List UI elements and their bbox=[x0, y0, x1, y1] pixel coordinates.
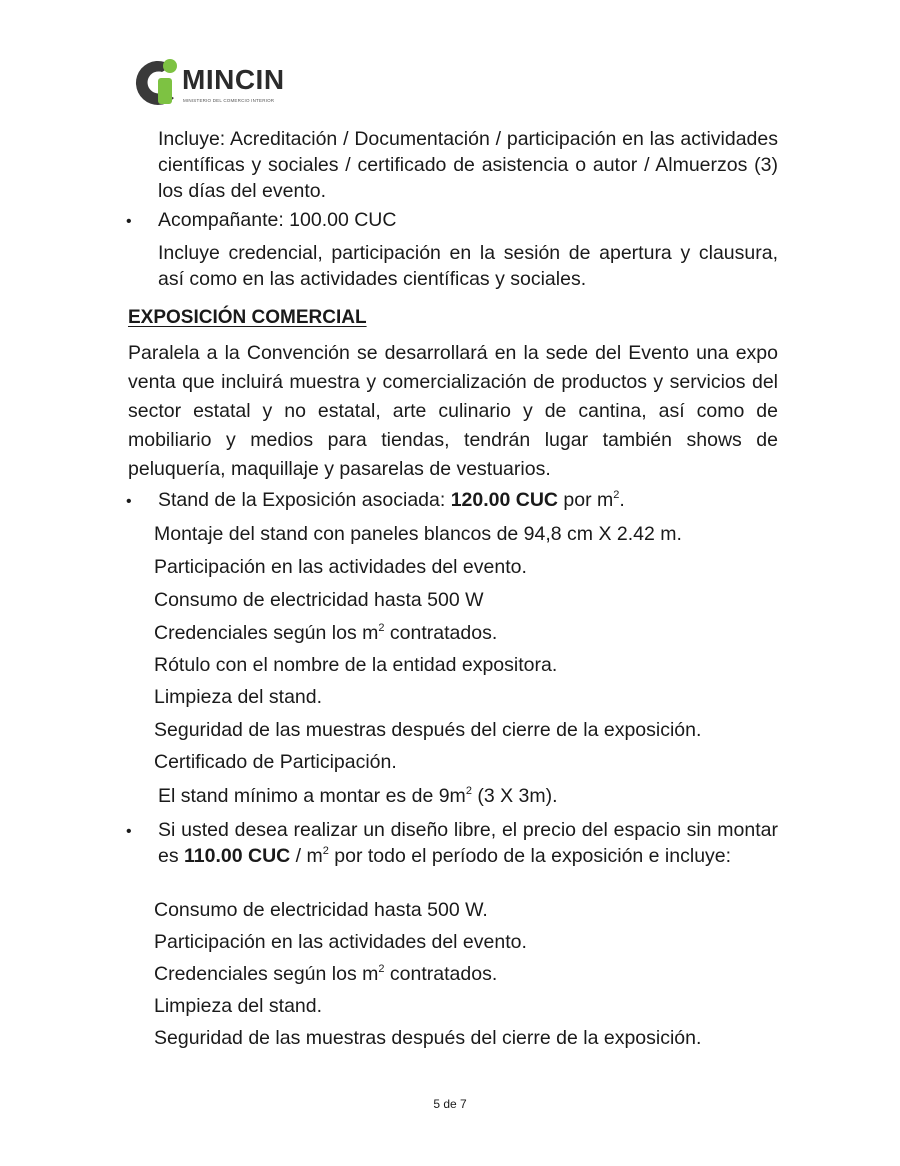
logo-subtitle: MINISTERIO DEL COMERCIO INTERIOR bbox=[183, 98, 275, 103]
free-design-paragraph: Si usted desea realizar un diseño libre, el precio del espacio sin montar es 110.00 CUC / $m^2$ por todo el período de la exposición e incluye: bbox=[158, 819, 778, 867]
intro-includes-paragraph: Incluye: Acreditación / Documentación / participación en las actividades científicas y sociales / certificado de asistencia o autor / Almuerzos (3) los días del evento. bbox=[158, 128, 778, 202]
free-design-price: 110.00 CUC bbox=[184, 845, 291, 867]
logo-wordmark: MINCIN bbox=[182, 64, 285, 95]
list-item: Limpieza del stand. bbox=[154, 995, 323, 1017]
stand-price-line: Stand de la Exposición asociada: 120.00 CUC por $m^2$. bbox=[158, 489, 625, 511]
list-item: Certificado de Participación. bbox=[154, 751, 397, 773]
list-item: El stand mínimo a montar es de $9m^2$ (3 X 3m). bbox=[158, 785, 558, 807]
list-item: Credenciales según los $m^2$ contratados. bbox=[154, 963, 498, 985]
page-number: 5 de 7 bbox=[433, 1097, 467, 1111]
list-item: Credenciales según los $m^2$ contratados. bbox=[154, 622, 498, 644]
stand-price: 120.00 CUC bbox=[450, 489, 559, 511]
section-heading: EXPOSICIÓN COMERCIAL bbox=[128, 307, 367, 328]
list-item: Rótulo con el nombre de la entidad expositora. bbox=[154, 654, 558, 676]
companion-price: Acompañante: 100.00 CUC bbox=[158, 209, 397, 231]
list-item: Participación en las actividades del evento. bbox=[154, 556, 527, 578]
bullet-icon: • bbox=[126, 213, 132, 230]
exhibition-paragraph: Paralela a la Convención se desarrollará en la sede del Evento una expo venta que incluirá muestra y comercialización de productos y servicios del sector estatal y no estatal, arte culinario y de cantina, así como de mobiliario y medios para tiendas, tendrán lugar también shows de peluquería, maquillaje y pasarelas de vestuarios. bbox=[128, 342, 778, 480]
list-item: Seguridad de las muestras después del cierre de la exposición. bbox=[154, 719, 702, 741]
list-item: Limpieza del stand. bbox=[154, 686, 323, 708]
list-item: Consumo de electricidad hasta 500 W. bbox=[154, 899, 488, 921]
list-item: Consumo de electricidad hasta 500 W bbox=[154, 589, 484, 611]
list-item: Participación en las actividades del evento. bbox=[154, 931, 527, 953]
mincin-logo bbox=[128, 52, 288, 114]
bullet-icon: • bbox=[126, 493, 132, 510]
list-item: Montaje del stand con paneles blancos de 94,8 cm X 2.42 m. bbox=[154, 523, 682, 545]
bullet-icon: • bbox=[126, 823, 132, 840]
mincin-logo-mark-icon bbox=[128, 52, 188, 114]
list-item: Seguridad de las muestras después del cierre de la exposición. bbox=[154, 1027, 702, 1049]
companion-includes-paragraph: Incluye credencial, participación en la sesión de apertura y clausura, así como en las actividades científicas y sociales. bbox=[158, 242, 778, 290]
